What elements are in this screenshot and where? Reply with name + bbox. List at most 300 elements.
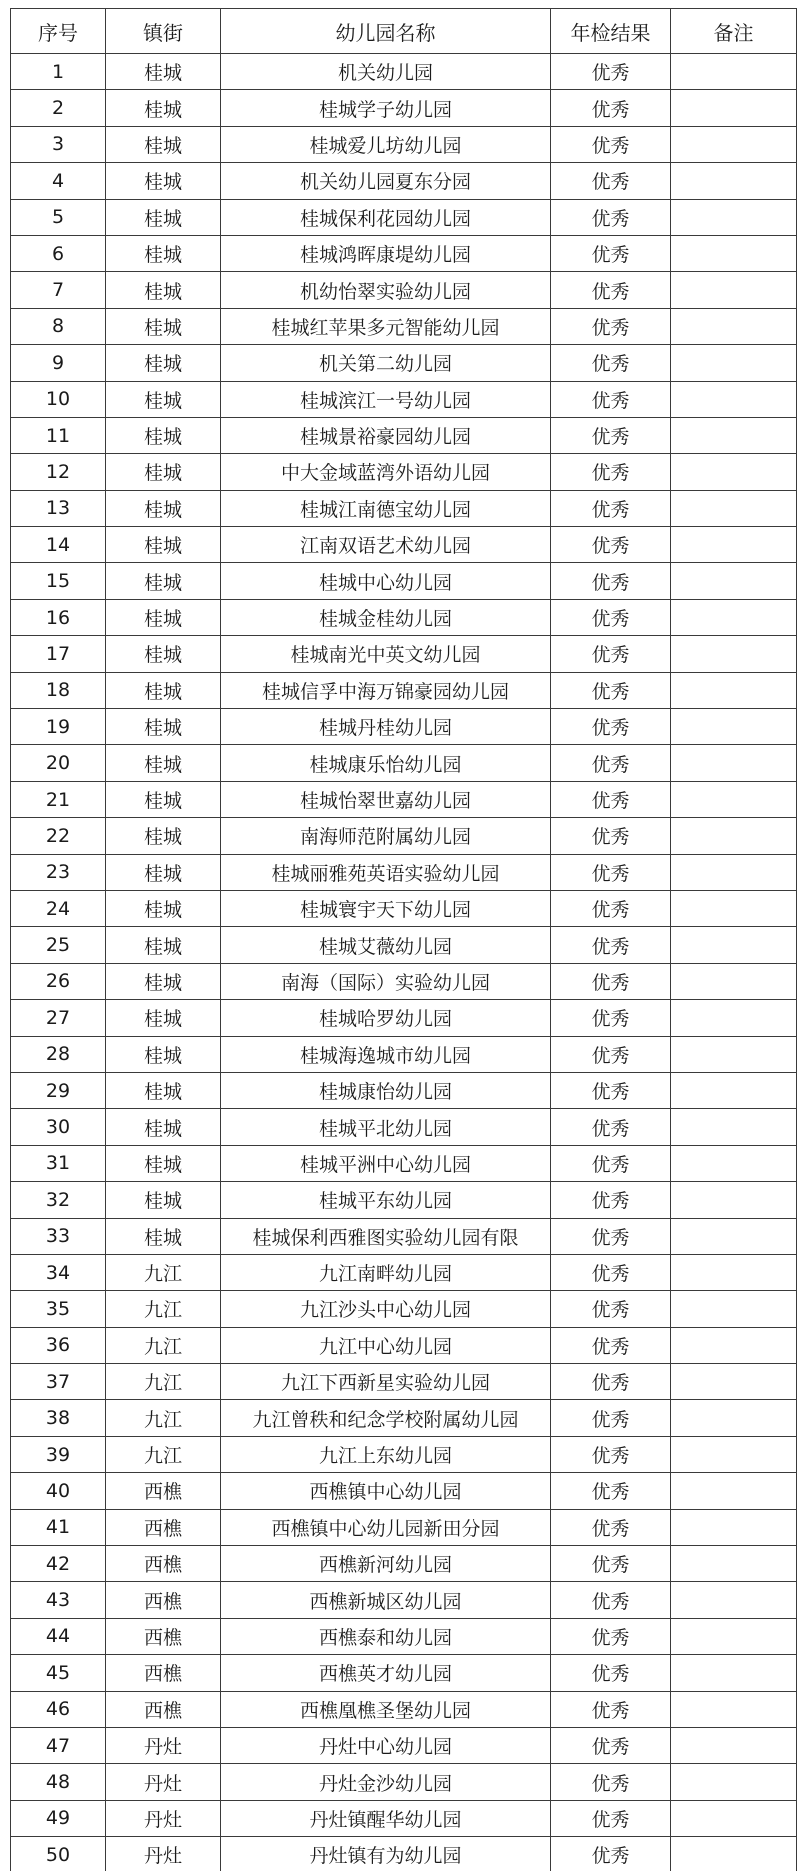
cell-town: 九江 — [106, 1400, 221, 1436]
cell-kindergarten-name: 桂城红苹果多元智能幼儿园 — [221, 308, 551, 344]
cell-inspection-result: 优秀 — [551, 1291, 671, 1327]
table-row — [11, 1764, 797, 1800]
table-row — [11, 490, 797, 526]
cell-inspection-result: 优秀 — [551, 1655, 671, 1691]
table-row — [11, 527, 797, 563]
table-row — [11, 163, 797, 199]
cell-remarks — [671, 890, 797, 926]
cell-town: 西樵 — [106, 1655, 221, 1691]
cell-town: 桂城 — [106, 781, 221, 817]
cell-remarks — [671, 672, 797, 708]
cell-kindergarten-name: 南海师范附属幼儿园 — [221, 818, 551, 854]
cell-remarks — [671, 1691, 797, 1727]
cell-town: 桂城 — [106, 381, 221, 417]
cell-serial-number: 23 — [11, 854, 106, 890]
cell-inspection-result: 优秀 — [551, 345, 671, 381]
cell-remarks — [671, 235, 797, 271]
table-row — [11, 709, 797, 745]
cell-inspection-result: 优秀 — [551, 1509, 671, 1545]
table-row — [11, 1000, 797, 1036]
cell-inspection-result: 优秀 — [551, 1072, 671, 1108]
cell-kindergarten-name: 桂城学子幼儿园 — [221, 90, 551, 126]
table-row — [11, 963, 797, 999]
cell-serial-number: 24 — [11, 890, 106, 926]
cell-inspection-result: 优秀 — [551, 1727, 671, 1763]
cell-serial-number: 37 — [11, 1364, 106, 1400]
cell-inspection-result: 优秀 — [551, 272, 671, 308]
cell-town: 桂城 — [106, 563, 221, 599]
cell-kindergarten-name: 丹灶金沙幼儿园 — [221, 1764, 551, 1800]
cell-serial-number: 17 — [11, 636, 106, 672]
table-body — [11, 54, 797, 1871]
cell-inspection-result: 优秀 — [551, 199, 671, 235]
cell-serial-number: 5 — [11, 199, 106, 235]
cell-remarks — [671, 1364, 797, 1400]
cell-kindergarten-name: 西樵新河幼儿园 — [221, 1546, 551, 1582]
cell-kindergarten-name: 机幼怡翠实验幼儿园 — [221, 272, 551, 308]
cell-remarks — [671, 1400, 797, 1436]
table-header — [11, 9, 797, 54]
cell-serial-number: 16 — [11, 599, 106, 635]
table-row — [11, 1691, 797, 1727]
cell-serial-number: 18 — [11, 672, 106, 708]
cell-kindergarten-name: 桂城艾薇幼儿园 — [221, 927, 551, 963]
table-row — [11, 1400, 797, 1436]
cell-inspection-result: 优秀 — [551, 1691, 671, 1727]
cell-kindergarten-name: 丹灶镇有为幼儿园 — [221, 1837, 551, 1871]
cell-inspection-result: 优秀 — [551, 818, 671, 854]
cell-remarks — [671, 1145, 797, 1181]
cell-serial-number: 22 — [11, 818, 106, 854]
table-row — [11, 90, 797, 126]
cell-town: 桂城 — [106, 963, 221, 999]
cell-remarks — [671, 1109, 797, 1145]
cell-kindergarten-name: 桂城江南德宝幼儿园 — [221, 490, 551, 526]
cell-remarks — [671, 636, 797, 672]
table-row — [11, 381, 797, 417]
cell-remarks — [671, 818, 797, 854]
table-row — [11, 1509, 797, 1545]
cell-inspection-result: 优秀 — [551, 1109, 671, 1145]
cell-serial-number: 25 — [11, 927, 106, 963]
cell-town: 桂城 — [106, 90, 221, 126]
table-row — [11, 927, 797, 963]
table-row — [11, 235, 797, 271]
cell-inspection-result: 优秀 — [551, 963, 671, 999]
cell-kindergarten-name: 桂城南光中英文幼儿园 — [221, 636, 551, 672]
cell-kindergarten-name: 桂城康乐怡幼儿园 — [221, 745, 551, 781]
cell-inspection-result: 优秀 — [551, 672, 671, 708]
table-row — [11, 272, 797, 308]
table-row — [11, 1182, 797, 1218]
cell-inspection-result: 优秀 — [551, 381, 671, 417]
cell-serial-number: 42 — [11, 1546, 106, 1582]
cell-serial-number: 44 — [11, 1618, 106, 1654]
cell-remarks — [671, 854, 797, 890]
cell-inspection-result: 优秀 — [551, 854, 671, 890]
cell-inspection-result: 优秀 — [551, 235, 671, 271]
cell-kindergarten-name: 桂城丹桂幼儿园 — [221, 709, 551, 745]
cell-inspection-result: 优秀 — [551, 308, 671, 344]
cell-remarks — [671, 1182, 797, 1218]
cell-town: 西樵 — [106, 1582, 221, 1618]
cell-serial-number: 27 — [11, 1000, 106, 1036]
cell-kindergarten-name: 机关第二幼儿园 — [221, 345, 551, 381]
cell-remarks — [671, 1218, 797, 1254]
cell-remarks — [671, 599, 797, 635]
cell-town: 桂城 — [106, 1145, 221, 1181]
kindergarten-inspection-table — [10, 8, 797, 1871]
cell-town: 桂城 — [106, 1036, 221, 1072]
cell-town: 丹灶 — [106, 1800, 221, 1836]
header-remarks: 备注 — [671, 9, 797, 54]
table-row — [11, 454, 797, 490]
cell-inspection-result: 优秀 — [551, 490, 671, 526]
cell-remarks — [671, 1327, 797, 1363]
table-row — [11, 1036, 797, 1072]
cell-remarks — [671, 454, 797, 490]
cell-kindergarten-name: 中大金域蓝湾外语幼儿园 — [221, 454, 551, 490]
table-row — [11, 1582, 797, 1618]
cell-inspection-result: 优秀 — [551, 1000, 671, 1036]
cell-town: 西樵 — [106, 1509, 221, 1545]
cell-town: 桂城 — [106, 454, 221, 490]
cell-remarks — [671, 1618, 797, 1654]
cell-remarks — [671, 1036, 797, 1072]
cell-inspection-result: 优秀 — [551, 781, 671, 817]
cell-town: 西樵 — [106, 1473, 221, 1509]
cell-serial-number: 33 — [11, 1218, 106, 1254]
cell-town: 桂城 — [106, 126, 221, 162]
cell-town: 桂城 — [106, 1072, 221, 1108]
table-row — [11, 636, 797, 672]
cell-town: 桂城 — [106, 1218, 221, 1254]
cell-serial-number: 15 — [11, 563, 106, 599]
table-row — [11, 417, 797, 453]
cell-kindergarten-name: 桂城丽雅苑英语实验幼儿园 — [221, 854, 551, 890]
cell-serial-number: 38 — [11, 1400, 106, 1436]
table-row — [11, 781, 797, 817]
cell-remarks — [671, 1546, 797, 1582]
cell-remarks — [671, 1072, 797, 1108]
cell-serial-number: 3 — [11, 126, 106, 162]
cell-kindergarten-name: 桂城中心幼儿园 — [221, 563, 551, 599]
cell-kindergarten-name: 桂城景裕豪园幼儿园 — [221, 417, 551, 453]
cell-inspection-result: 优秀 — [551, 636, 671, 672]
cell-kindergarten-name: 九江下西新星实验幼儿园 — [221, 1364, 551, 1400]
cell-kindergarten-name: 桂城平北幼儿园 — [221, 1109, 551, 1145]
cell-town: 桂城 — [106, 1109, 221, 1145]
cell-inspection-result: 优秀 — [551, 745, 671, 781]
table-row — [11, 345, 797, 381]
cell-remarks — [671, 1800, 797, 1836]
table-row — [11, 1837, 797, 1871]
cell-town: 桂城 — [106, 54, 221, 90]
table-row — [11, 1727, 797, 1763]
table-row — [11, 854, 797, 890]
cell-serial-number: 50 — [11, 1837, 106, 1871]
cell-town: 桂城 — [106, 890, 221, 926]
cell-serial-number: 36 — [11, 1327, 106, 1363]
cell-kindergarten-name: 九江南畔幼儿园 — [221, 1254, 551, 1290]
cell-town: 桂城 — [106, 1182, 221, 1218]
cell-serial-number: 49 — [11, 1800, 106, 1836]
cell-remarks — [671, 272, 797, 308]
cell-kindergarten-name: 桂城保利西雅图实验幼儿园有限 — [221, 1218, 551, 1254]
table-row — [11, 1436, 797, 1472]
cell-remarks — [671, 709, 797, 745]
cell-town: 桂城 — [106, 745, 221, 781]
table-row — [11, 599, 797, 635]
cell-serial-number: 7 — [11, 272, 106, 308]
cell-town: 九江 — [106, 1291, 221, 1327]
header-inspection-result: 年检结果 — [551, 9, 671, 54]
table-row — [11, 818, 797, 854]
cell-remarks — [671, 417, 797, 453]
table-row — [11, 745, 797, 781]
cell-town: 桂城 — [106, 235, 221, 271]
cell-town: 桂城 — [106, 854, 221, 890]
cell-remarks — [671, 199, 797, 235]
cell-town: 丹灶 — [106, 1727, 221, 1763]
cell-kindergarten-name: 桂城平东幼儿园 — [221, 1182, 551, 1218]
cell-kindergarten-name: 九江中心幼儿园 — [221, 1327, 551, 1363]
cell-town: 九江 — [106, 1254, 221, 1290]
cell-serial-number: 2 — [11, 90, 106, 126]
cell-town: 丹灶 — [106, 1764, 221, 1800]
cell-remarks — [671, 1582, 797, 1618]
cell-kindergarten-name: 西樵新城区幼儿园 — [221, 1582, 551, 1618]
table-row — [11, 890, 797, 926]
cell-kindergarten-name: 桂城滨江一号幼儿园 — [221, 381, 551, 417]
table-row — [11, 1109, 797, 1145]
cell-serial-number: 39 — [11, 1436, 106, 1472]
cell-inspection-result: 优秀 — [551, 1218, 671, 1254]
table-row — [11, 563, 797, 599]
cell-serial-number: 8 — [11, 308, 106, 344]
cell-remarks — [671, 927, 797, 963]
cell-serial-number: 10 — [11, 381, 106, 417]
cell-remarks — [671, 90, 797, 126]
cell-serial-number: 48 — [11, 1764, 106, 1800]
cell-remarks — [671, 1727, 797, 1763]
cell-town: 西樵 — [106, 1546, 221, 1582]
cell-town: 桂城 — [106, 345, 221, 381]
cell-kindergarten-name: 西樵镇中心幼儿园新田分园 — [221, 1509, 551, 1545]
cell-kindergarten-name: 西樵英才幼儿园 — [221, 1655, 551, 1691]
cell-inspection-result: 优秀 — [551, 1800, 671, 1836]
cell-serial-number: 21 — [11, 781, 106, 817]
cell-remarks — [671, 563, 797, 599]
table-row — [11, 1218, 797, 1254]
cell-kindergarten-name: 桂城鸿晖康堤幼儿园 — [221, 235, 551, 271]
cell-serial-number: 43 — [11, 1582, 106, 1618]
cell-kindergarten-name: 桂城金桂幼儿园 — [221, 599, 551, 635]
cell-kindergarten-name: 桂城保利花园幼儿园 — [221, 199, 551, 235]
cell-town: 桂城 — [106, 272, 221, 308]
cell-inspection-result: 优秀 — [551, 1364, 671, 1400]
cell-inspection-result: 优秀 — [551, 54, 671, 90]
cell-inspection-result: 优秀 — [551, 1036, 671, 1072]
cell-inspection-result: 优秀 — [551, 527, 671, 563]
cell-serial-number: 34 — [11, 1254, 106, 1290]
cell-remarks — [671, 745, 797, 781]
cell-serial-number: 35 — [11, 1291, 106, 1327]
cell-serial-number: 11 — [11, 417, 106, 453]
cell-remarks — [671, 1764, 797, 1800]
header-serial-number: 序号 — [11, 9, 106, 54]
cell-remarks — [671, 781, 797, 817]
cell-kindergarten-name: 九江沙头中心幼儿园 — [221, 1291, 551, 1327]
cell-remarks — [671, 345, 797, 381]
cell-inspection-result: 优秀 — [551, 1436, 671, 1472]
cell-town: 桂城 — [106, 709, 221, 745]
cell-kindergarten-name: 桂城哈罗幼儿园 — [221, 1000, 551, 1036]
table-row — [11, 1800, 797, 1836]
cell-inspection-result: 优秀 — [551, 1546, 671, 1582]
table-row — [11, 1327, 797, 1363]
cell-remarks — [671, 1291, 797, 1327]
cell-remarks — [671, 1509, 797, 1545]
cell-kindergarten-name: 桂城信孚中海万锦豪园幼儿园 — [221, 672, 551, 708]
cell-remarks — [671, 163, 797, 199]
cell-town: 九江 — [106, 1327, 221, 1363]
cell-serial-number: 46 — [11, 1691, 106, 1727]
cell-inspection-result: 优秀 — [551, 1473, 671, 1509]
table-row — [11, 1655, 797, 1691]
cell-kindergarten-name: 桂城爱儿坊幼儿园 — [221, 126, 551, 162]
cell-inspection-result: 优秀 — [551, 599, 671, 635]
cell-town: 桂城 — [106, 636, 221, 672]
cell-inspection-result: 优秀 — [551, 890, 671, 926]
cell-serial-number: 29 — [11, 1072, 106, 1108]
cell-serial-number: 1 — [11, 54, 106, 90]
cell-town: 桂城 — [106, 818, 221, 854]
cell-kindergarten-name: 桂城康怡幼儿园 — [221, 1072, 551, 1108]
cell-kindergarten-name: 机关幼儿园 — [221, 54, 551, 90]
cell-inspection-result: 优秀 — [551, 90, 671, 126]
cell-inspection-result: 优秀 — [551, 1618, 671, 1654]
cell-town: 桂城 — [106, 527, 221, 563]
cell-remarks — [671, 963, 797, 999]
cell-serial-number: 47 — [11, 1727, 106, 1763]
cell-serial-number: 19 — [11, 709, 106, 745]
cell-kindergarten-name: 西樵凰樵圣堡幼儿园 — [221, 1691, 551, 1727]
cell-inspection-result: 优秀 — [551, 563, 671, 599]
cell-inspection-result: 优秀 — [551, 417, 671, 453]
cell-serial-number: 45 — [11, 1655, 106, 1691]
table-row — [11, 1254, 797, 1290]
cell-town: 桂城 — [106, 308, 221, 344]
cell-serial-number: 12 — [11, 454, 106, 490]
cell-town: 西樵 — [106, 1691, 221, 1727]
table-row — [11, 1546, 797, 1582]
cell-town: 桂城 — [106, 163, 221, 199]
cell-serial-number: 20 — [11, 745, 106, 781]
table-row — [11, 1364, 797, 1400]
cell-kindergarten-name: 桂城海逸城市幼儿园 — [221, 1036, 551, 1072]
cell-inspection-result: 优秀 — [551, 1837, 671, 1871]
cell-remarks — [671, 527, 797, 563]
cell-inspection-result: 优秀 — [551, 1327, 671, 1363]
cell-serial-number: 4 — [11, 163, 106, 199]
cell-inspection-result: 优秀 — [551, 1145, 671, 1181]
cell-inspection-result: 优秀 — [551, 163, 671, 199]
cell-remarks — [671, 1837, 797, 1871]
cell-serial-number: 41 — [11, 1509, 106, 1545]
cell-kindergarten-name: 九江上东幼儿园 — [221, 1436, 551, 1472]
cell-serial-number: 26 — [11, 963, 106, 999]
table-row — [11, 1072, 797, 1108]
cell-remarks — [671, 1254, 797, 1290]
cell-inspection-result: 优秀 — [551, 1182, 671, 1218]
cell-inspection-result: 优秀 — [551, 1582, 671, 1618]
cell-remarks — [671, 1436, 797, 1472]
cell-remarks — [671, 381, 797, 417]
table-row — [11, 672, 797, 708]
cell-town: 九江 — [106, 1436, 221, 1472]
cell-inspection-result: 优秀 — [551, 709, 671, 745]
cell-kindergarten-name: 桂城平洲中心幼儿园 — [221, 1145, 551, 1181]
table-row — [11, 1291, 797, 1327]
cell-town: 桂城 — [106, 927, 221, 963]
cell-town: 九江 — [106, 1364, 221, 1400]
cell-serial-number: 6 — [11, 235, 106, 271]
table-row — [11, 54, 797, 90]
cell-town: 丹灶 — [106, 1837, 221, 1871]
cell-kindergarten-name: 桂城怡翠世嘉幼儿园 — [221, 781, 551, 817]
cell-inspection-result: 优秀 — [551, 1254, 671, 1290]
cell-kindergarten-name: 机关幼儿园夏东分园 — [221, 163, 551, 199]
cell-remarks — [671, 308, 797, 344]
table-row — [11, 1145, 797, 1181]
cell-remarks — [671, 490, 797, 526]
cell-kindergarten-name: 西樵泰和幼儿园 — [221, 1618, 551, 1654]
cell-serial-number: 13 — [11, 490, 106, 526]
cell-kindergarten-name: 桂城寰宇天下幼儿园 — [221, 890, 551, 926]
cell-inspection-result: 优秀 — [551, 126, 671, 162]
cell-remarks — [671, 126, 797, 162]
cell-remarks — [671, 1473, 797, 1509]
cell-town: 桂城 — [106, 490, 221, 526]
cell-town: 西樵 — [106, 1618, 221, 1654]
cell-kindergarten-name: 九江曾秩和纪念学校附属幼儿园 — [221, 1400, 551, 1436]
cell-inspection-result: 优秀 — [551, 1400, 671, 1436]
cell-serial-number: 14 — [11, 527, 106, 563]
cell-kindergarten-name: 丹灶中心幼儿园 — [221, 1727, 551, 1763]
cell-kindergarten-name: 南海（国际）实验幼儿园 — [221, 963, 551, 999]
cell-town: 桂城 — [106, 1000, 221, 1036]
cell-inspection-result: 优秀 — [551, 1764, 671, 1800]
cell-kindergarten-name: 江南双语艺术幼儿园 — [221, 527, 551, 563]
cell-serial-number: 31 — [11, 1145, 106, 1181]
cell-kindergarten-name: 西樵镇中心幼儿园 — [221, 1473, 551, 1509]
table-row — [11, 1618, 797, 1654]
cell-town: 桂城 — [106, 199, 221, 235]
header-kindergarten-name: 幼儿园名称 — [221, 9, 551, 54]
table-row — [11, 308, 797, 344]
cell-serial-number: 30 — [11, 1109, 106, 1145]
cell-serial-number: 28 — [11, 1036, 106, 1072]
table-row — [11, 126, 797, 162]
cell-serial-number: 9 — [11, 345, 106, 381]
cell-inspection-result: 优秀 — [551, 927, 671, 963]
cell-inspection-result: 优秀 — [551, 454, 671, 490]
header-row — [11, 9, 797, 54]
cell-remarks — [671, 1000, 797, 1036]
cell-serial-number: 32 — [11, 1182, 106, 1218]
cell-kindergarten-name: 丹灶镇醒华幼儿园 — [221, 1800, 551, 1836]
